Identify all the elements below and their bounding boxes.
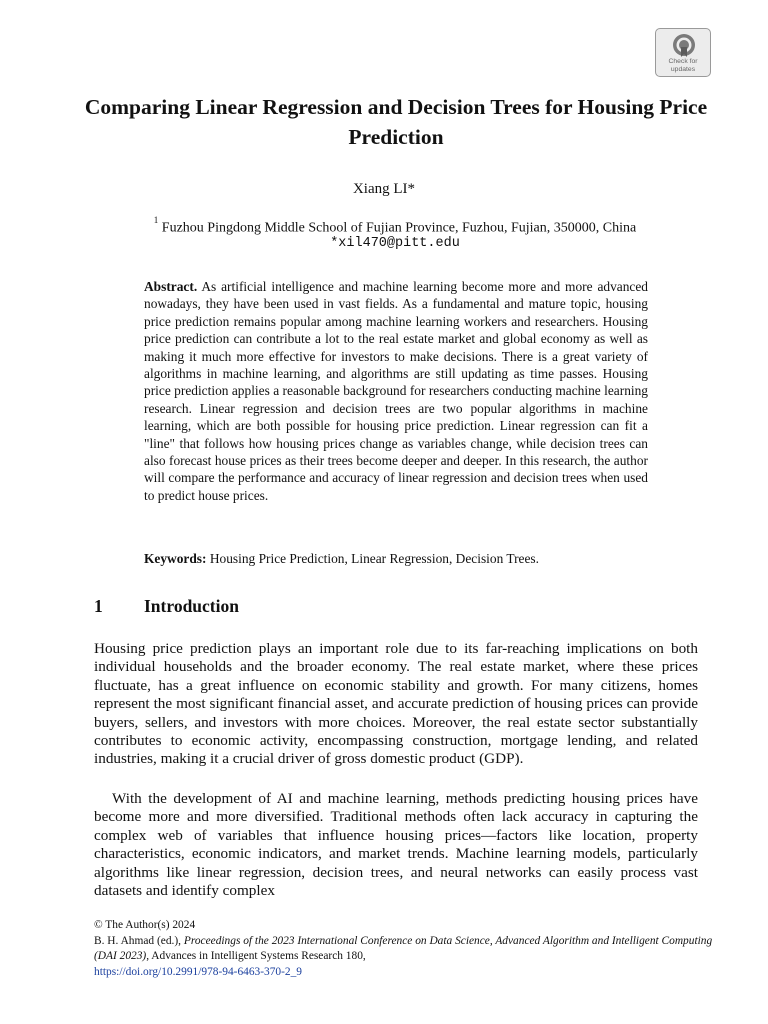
keywords-label: Keywords: xyxy=(144,551,207,566)
section-number: 1 xyxy=(94,596,103,616)
keywords-text: Housing Price Prediction, Linear Regression, Decision Trees. xyxy=(209,551,539,566)
keywords xyxy=(144,550,648,567)
citation-editor: B. H. Ahmad (ed.), xyxy=(94,934,181,947)
section-heading xyxy=(94,596,239,617)
body-paragraph: Housing price prediction plays an important role due to its far-reaching implications on both individual households and the broader economy. The real estate market, where these prices fluctuate, has a great influence on economic stability and growth. For many citizens, homes represent the most significant financial asset, and accurate prediction of housing prices can provide buyers, sellers, and investors with more choices. Moreover, the real estate sector substantially contributes to economic activity, encompassing construction, mortgage lending, and related industries, making it a crucial driver of gross domestic product (GDP). xyxy=(94,640,698,768)
badge-label: Check for updates xyxy=(668,58,698,73)
bookmark-update-icon xyxy=(672,33,696,57)
page-footer xyxy=(94,918,714,980)
paper-title: Comparing Linear Regression and Decision Trees for Housing Price Prediction xyxy=(84,95,708,149)
doi-link[interactable]: https://doi.org/10.2991/978-94-6463-370-2_9 xyxy=(94,965,302,978)
citation xyxy=(94,934,714,965)
check-for-updates-badge[interactable] xyxy=(655,28,711,77)
citation-series: , Advances in Intelligent Systems Research 180, xyxy=(146,950,366,962)
abstract-label: Abstract. xyxy=(144,279,198,294)
abstract xyxy=(144,278,648,504)
author-email[interactable]: *xil470@pitt.edu xyxy=(330,236,460,251)
affiliation-text: Fuzhou Pingdong Middle School of Fujian Province, Fuzhou, Fujian, 350000, China xyxy=(161,220,637,236)
body-paragraph: With the development of AI and machine learning, methods predicting housing prices have become more and more diversified. Traditional methods often lack accuracy in capturing the complex web of variables that influence housing prices—factors like location, property characteristics, economic indicators, and market trends. Machine learning models, particularly algorithms like linear regression, decision trees, and neural networks can easily process vast datasets and identify complex xyxy=(94,790,698,900)
author-name: Xiang LI* xyxy=(352,181,416,197)
copyright-notice: © The Author(s) 2024 xyxy=(94,919,196,931)
section-title: Introduction xyxy=(144,596,239,616)
affiliation-marker: 1 xyxy=(153,215,159,225)
abstract-text: As artificial intelligence and machine learning become more and more advanced nowadays, they have been used in vast fields. As a fundamental and mature topic, housing price prediction remains popular among machine learning workers and researchers. Housing price prediction can contribute a lot to the real estate market and global economy as well as making it much more effective for investors to make decisions. There is a great variety of algorithms in machine learning, and algorithms are still updating as time passes. Housing price prediction applies a reasonable background for researchers conducting machine learning research. Linear regression and decision trees are two popular algorithms in machine learning, which are both possible for housing price prediction. Linear regression can fit a "line" that follows how housing prices change as variables change, while decision trees can also forecast house prices as their trees become deeper and deeper. In this research, the author will compare the performance and accuracy of linear regression and decision trees when used to predict house prices. xyxy=(144,279,648,503)
citation-proceedings: Proceedings of the 2023 International Conference on Data Science, Advanced Algorithm and Intelligent Computing (DAI 2023) xyxy=(94,934,713,962)
author-affiliation xyxy=(0,215,768,237)
